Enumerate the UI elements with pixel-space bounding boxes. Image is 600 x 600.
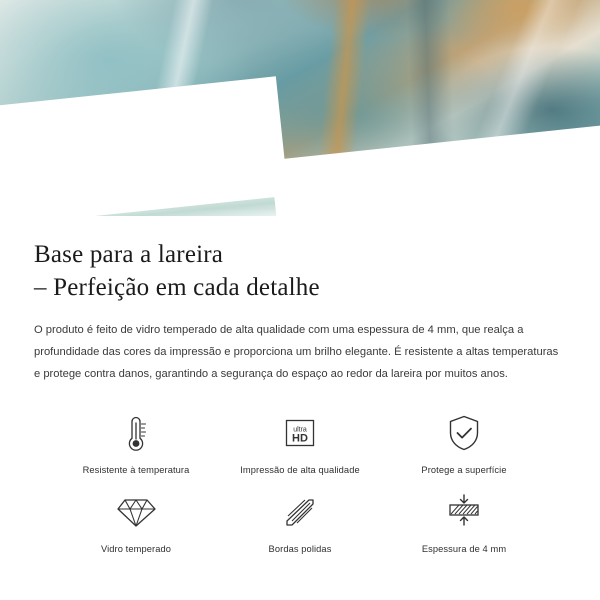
polished-edges-icon	[280, 489, 320, 535]
ultra-hd-icon	[280, 410, 320, 456]
feature-grid	[34, 410, 566, 554]
headline-line-2: – Perfeição em cada detalhe	[34, 274, 320, 301]
headline-line-1: Base para a lareira	[34, 241, 224, 268]
svg-text:ultra: ultra	[293, 426, 307, 434]
description-paragraph: O produto é feito de vidro temperado de alta qualidade com uma espessura de 4 mm, que realça a profundidade das cores da impressão e proporciona um brilho elegante. É resistente a altas temperaturas e protege contra danos, garantindo a segurança do espaço ao redor da lareira por muitos anos.	[34, 324, 559, 380]
shield-check-icon	[445, 410, 483, 456]
feature-label: Espessura de 4 mm	[421, 543, 507, 554]
svg-text:HD: HD	[292, 432, 308, 445]
feature-item	[54, 489, 218, 554]
thickness-arrows-icon	[442, 489, 486, 535]
page-title	[34, 238, 566, 304]
feature-item	[218, 489, 382, 554]
feature-label: Vidro temperado	[100, 543, 172, 554]
feature-label: Bordas polidas	[268, 543, 332, 554]
feature-label: Impressão de alta qualidade	[240, 464, 360, 475]
feature-item	[218, 410, 382, 475]
feature-item	[382, 410, 546, 475]
feature-item	[54, 410, 218, 475]
hero-crop-bottom	[0, 216, 600, 222]
description-content	[0, 222, 600, 554]
feature-label: Resistente à temperatura	[82, 464, 190, 475]
feature-label: Protege a superfície	[421, 464, 507, 475]
hero-image	[0, 0, 600, 222]
diamond-icon	[115, 489, 157, 535]
thermometer-icon	[123, 410, 149, 456]
feature-item	[382, 489, 546, 554]
